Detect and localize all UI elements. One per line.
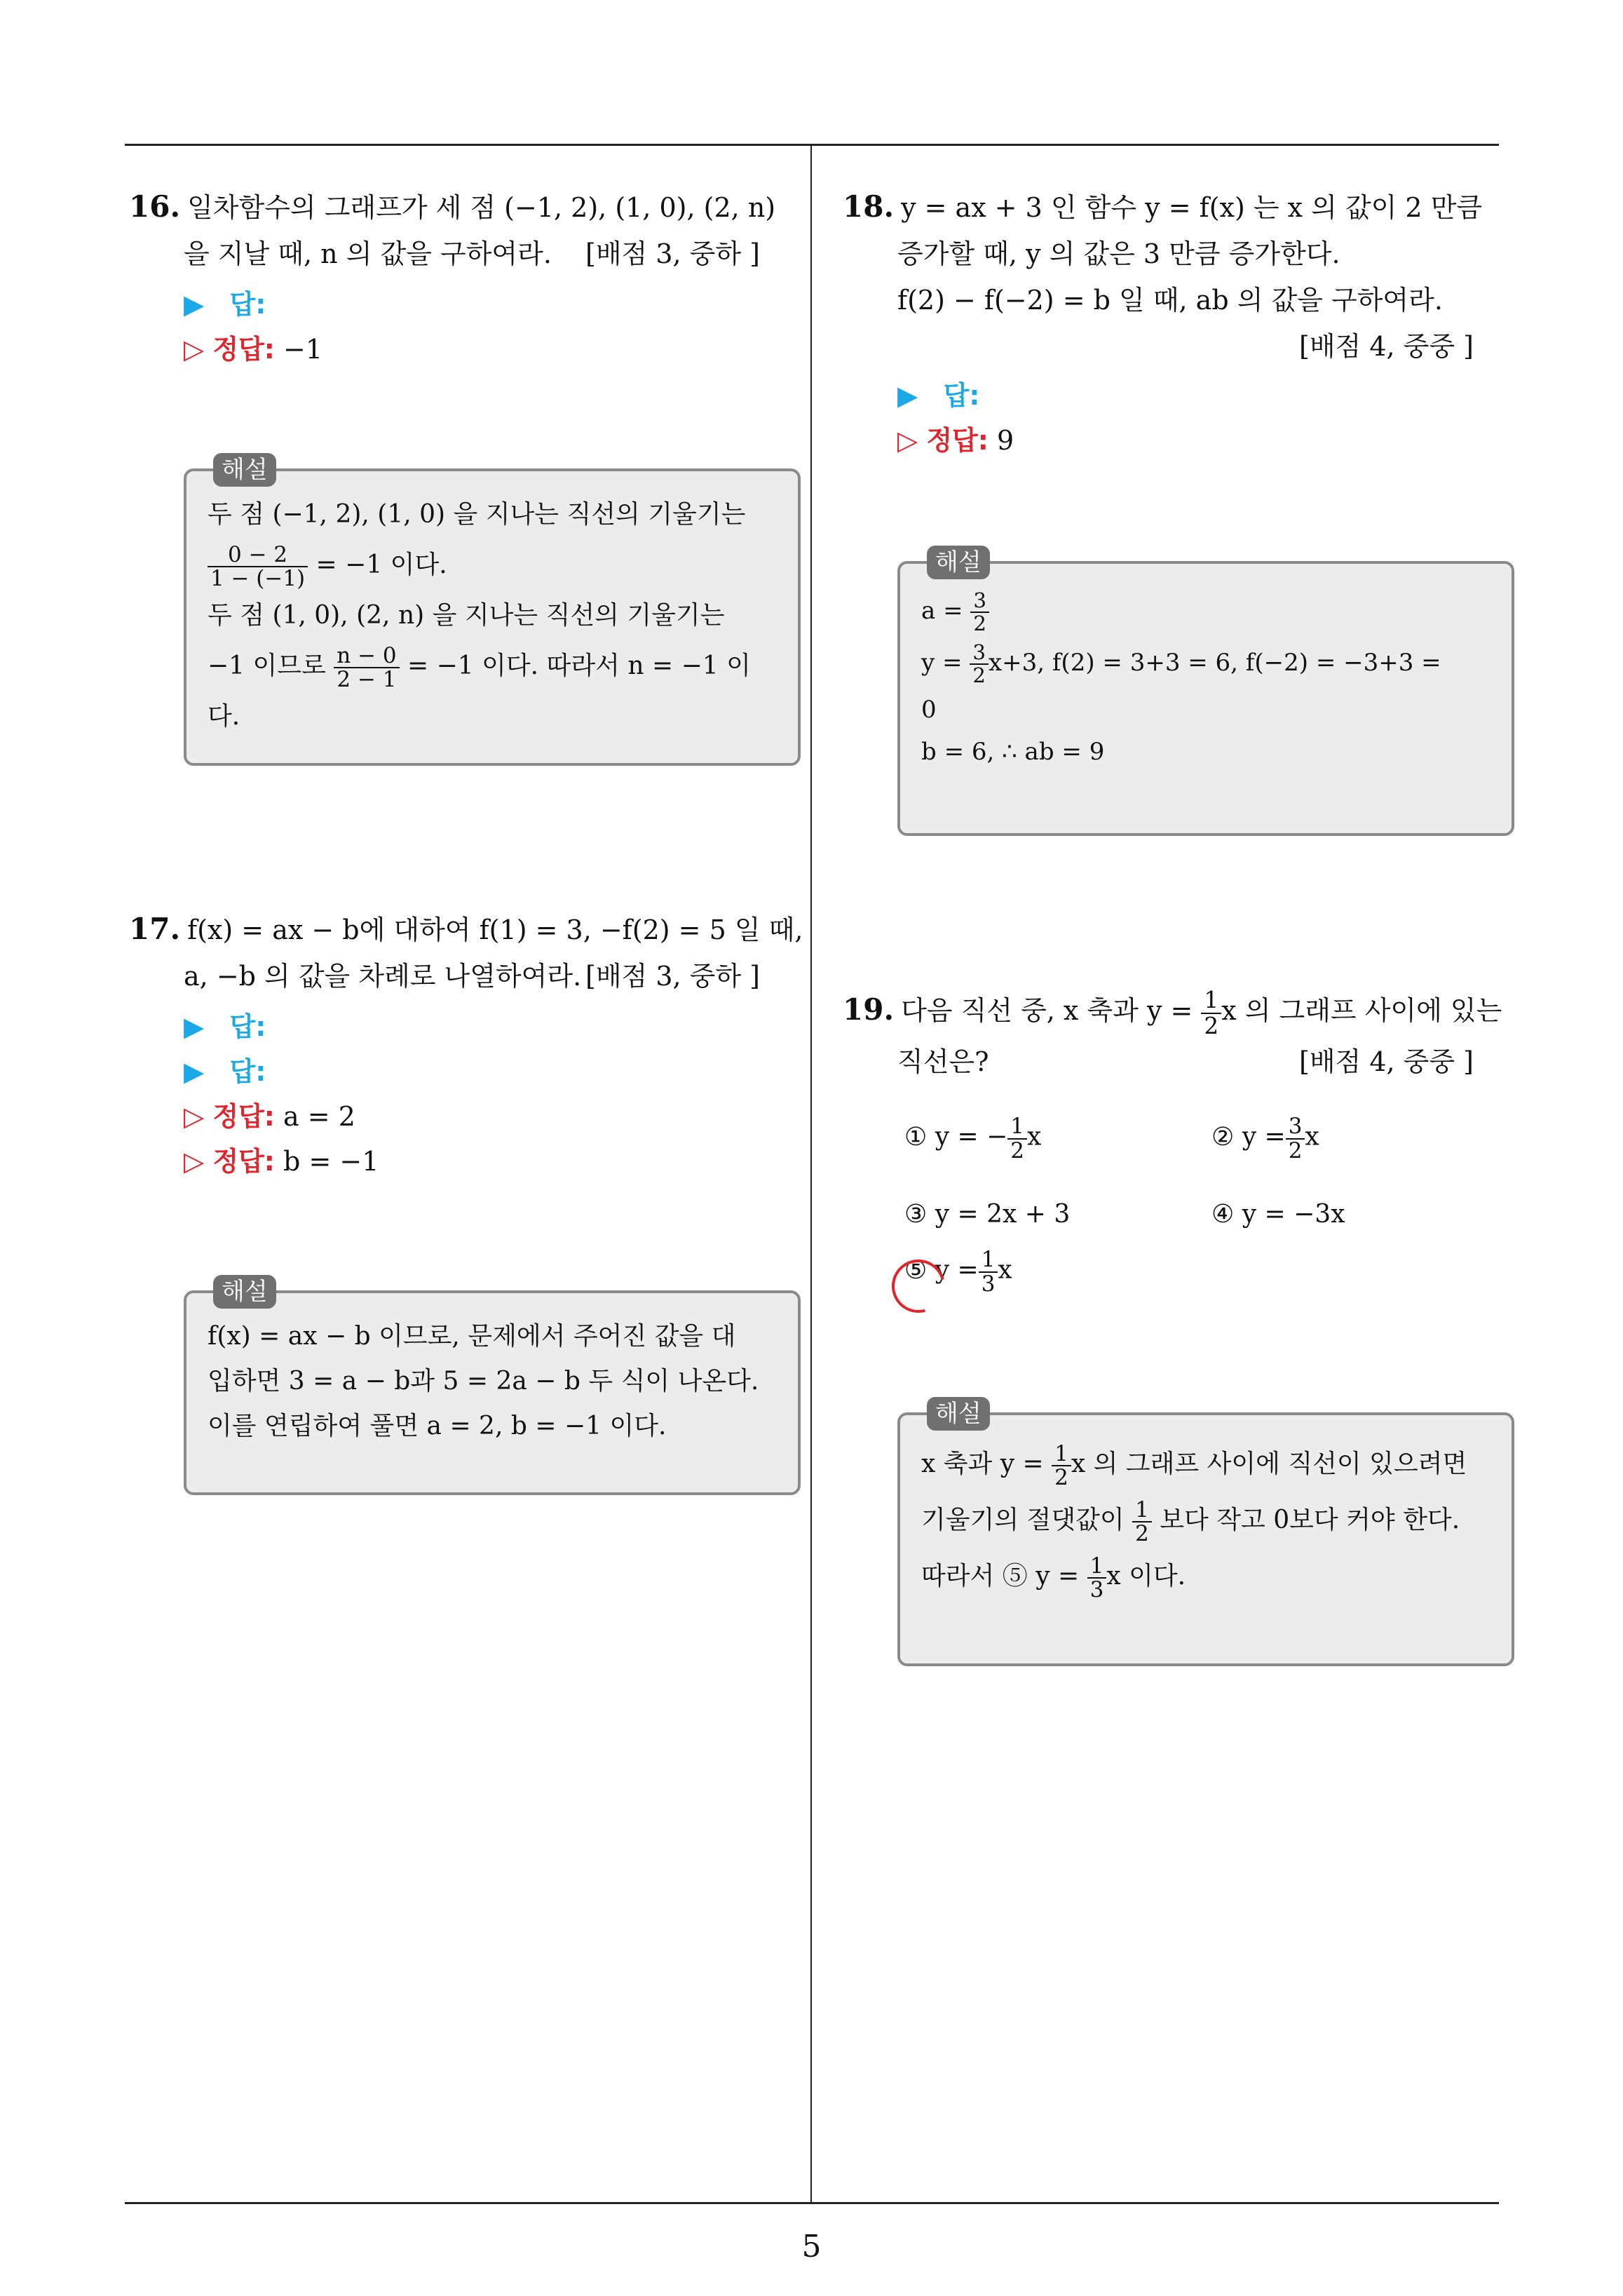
center-divider [810, 144, 812, 2202]
question-text-line: 증가할 때, y 의 값은 3 만큼 증가한다. [897, 238, 1340, 269]
solution-line: 두 점 (1, 0), (2, n) 을 지나는 직선의 기울기는 [208, 601, 725, 630]
solution-tag: 해설 [213, 1275, 276, 1309]
top-rule [125, 144, 1499, 146]
solution-box-18: 해설 a = $\frac{3}{2}$ y = $\frac{3}{2}$ x+3, f(2) = 3+3 = 6, f(−2) = −3+3 = 0 b = 6, ∴ ab = 9 [897, 561, 1514, 836]
triangle-filled-icon: ▶ [184, 289, 205, 320]
question-text-line: 직선은? [897, 1046, 989, 1077]
triangle-filled-icon: ▶ [897, 380, 918, 411]
points-label: [배점 4, 중중 ] [1299, 331, 1474, 362]
correct-answer-value: b = −1 [283, 1146, 379, 1177]
fraction: $\frac{0 - 2}{1 - (-1)}$ [208, 543, 308, 590]
answer-label[interactable]: 답: [229, 1056, 266, 1087]
fraction: $\frac{n - 0}{2 - 1}$ [334, 644, 399, 691]
solution-line: b = 6, ∴ ab = 9 [921, 738, 1105, 766]
question-number: 19. [843, 992, 895, 1027]
fraction: $\frac{3}{2}$ [1286, 1115, 1305, 1162]
answer-block-17 [129, 1004, 760, 1184]
question-text-line: 일차함수의 그래프가 세 점 (−1, 2), (1, 0), (2, n) [187, 192, 776, 223]
solution-line: f(x) = ax − b 이므로, 문제에서 주어진 값을 대 [208, 1322, 736, 1351]
solution-line: 이를 연립하여 풀면 a = 2, b = −1 이다. [208, 1412, 667, 1440]
question-17 [129, 906, 803, 999]
answer-label[interactable]: 답: [229, 289, 266, 320]
choice-1[interactable]: ① y = − $\frac{1}{2}$ x [904, 1114, 1042, 1163]
correct-answer-label: 정답: [212, 334, 275, 365]
question-text-line: f(x) = ax − b에 대하여 f(1) = 3, −f(2) = 5 일 때, [187, 914, 803, 945]
triangle-outline-icon: ▷ [897, 425, 918, 456]
points-label: [배점 4, 중중 ] [1299, 1046, 1474, 1077]
solution-line: 0 [921, 696, 937, 724]
question-number: 16. [129, 189, 181, 224]
answer-label[interactable]: 답: [943, 380, 980, 411]
triangle-filled-icon: ▶ [184, 1011, 205, 1042]
solution-tag: 해설 [927, 1397, 990, 1431]
triangle-outline-icon: ▷ [184, 1146, 205, 1177]
triangle-outline-icon: ▷ [184, 1101, 205, 1132]
answer-label[interactable]: 답: [229, 1011, 266, 1042]
answer-block-18 [843, 373, 1474, 463]
triangle-filled-icon: ▶ [184, 1056, 205, 1087]
question-18 [843, 184, 1483, 370]
choice-marker: ③ [904, 1200, 928, 1229]
answer-block-16 [129, 282, 760, 372]
solution-line: = −1 이다. [315, 551, 447, 579]
choice-4[interactable]: ④ y = −3x [1211, 1192, 1345, 1237]
fraction: $\frac{1}{2}$ [1132, 1499, 1152, 1546]
solution-box-16: 해설 두 점 (−1, 2), (1, 0) 을 지나는 직선의 기울기는 $\frac{0 - 2}{1 - (-1)}$ = −1 이다. 두 점 (1, 0), (2, n) 을 지나는 직선의 기울기는 −1 이므로 $\frac{n - 0}{2 - 1}$ = −1 이다. 따라서 n = −1 이 다. [184, 468, 801, 766]
question-19: 19. 다음 직선 중, x 축과 y = $\frac{1}{2}$ x 의 그래프 사이에 있는 직선은? [배점 4, 중중 ] [843, 982, 1474, 1085]
question-16 [129, 184, 776, 277]
choice-marker: ① [904, 1122, 928, 1152]
question-text-line: f(2) − f(−2) = b 일 때, ab 의 값을 구하여라. [897, 285, 1443, 316]
fraction: $\frac{3}{2}$ [970, 642, 989, 686]
points-label: [배점 3, 중하 ] [585, 238, 760, 269]
question-text-line: 을 지날 때, n 의 값을 구하여라. [184, 238, 552, 269]
fraction: $\frac{3}{2}$ [970, 590, 989, 634]
question-number: 18. [843, 189, 895, 224]
fraction: $\frac{1}{3}$ [979, 1248, 998, 1295]
correct-answer-value: −1 [283, 334, 323, 365]
correct-answer-value: 9 [997, 425, 1014, 456]
solution-box-19: 해설 x 축과 y = $\frac{1}{2}$ x 의 그래프 사이에 직선이 있으려면 기울기의 절댓값이 $\frac{1}{2}$ 보다 작고 0보다 커야 한다. 따라서 ⑤ y = $\frac{1}{3}$ x 이다. [897, 1412, 1514, 1666]
fraction: $\frac{1}{3}$ [1087, 1555, 1107, 1602]
points-label: [배점 3, 중하 ] [585, 961, 760, 992]
question-text-line: y = ax + 3 인 함수 y = f(x) 는 x 의 값이 2 만큼 [901, 192, 1483, 223]
solution-tag: 해설 [927, 546, 990, 579]
triangle-outline-icon: ▷ [184, 334, 205, 365]
choice-2[interactable]: ② y = $\frac{3}{2}$ x [1211, 1114, 1319, 1163]
choice-marker: ② [1211, 1122, 1235, 1152]
question-text-line: a, −b 의 값을 차례로 나열하여라. [184, 961, 582, 992]
solution-box-17 [184, 1278, 801, 1495]
correct-answer-label: 정답: [926, 425, 989, 456]
solution-line: 입하면 3 = a − b과 5 = 2a − b 두 식이 나온다. [208, 1367, 759, 1396]
correct-answer-label: 정답: [212, 1101, 275, 1132]
page-number: 5 [801, 2229, 822, 2264]
bottom-rule [125, 2202, 1499, 2204]
fraction: $\frac{1}{2}$ [1201, 988, 1221, 1038]
choice-list [904, 1115, 1507, 1325]
fraction: $\frac{1}{2}$ [1052, 1443, 1071, 1490]
solution-line: 다. [208, 702, 240, 731]
choice-3[interactable]: ③ y = 2x + 3 [904, 1192, 1070, 1237]
choice-marker: ④ [1211, 1200, 1235, 1229]
question-number: 17. [129, 912, 181, 946]
choice-marker: ⑤ [904, 1255, 928, 1285]
correct-answer-value: a = 2 [283, 1101, 355, 1132]
solution-line: 두 점 (−1, 2), (1, 0) 을 지나는 직선의 기울기는 [208, 500, 746, 529]
solution-tag: 해설 [213, 453, 276, 487]
correct-answer-label: 정답: [212, 1146, 275, 1177]
choice-5[interactable]: ⑤ y = $\frac{1}{3}$ x [904, 1247, 1012, 1297]
fraction: $\frac{1}{2}$ [1007, 1115, 1027, 1162]
